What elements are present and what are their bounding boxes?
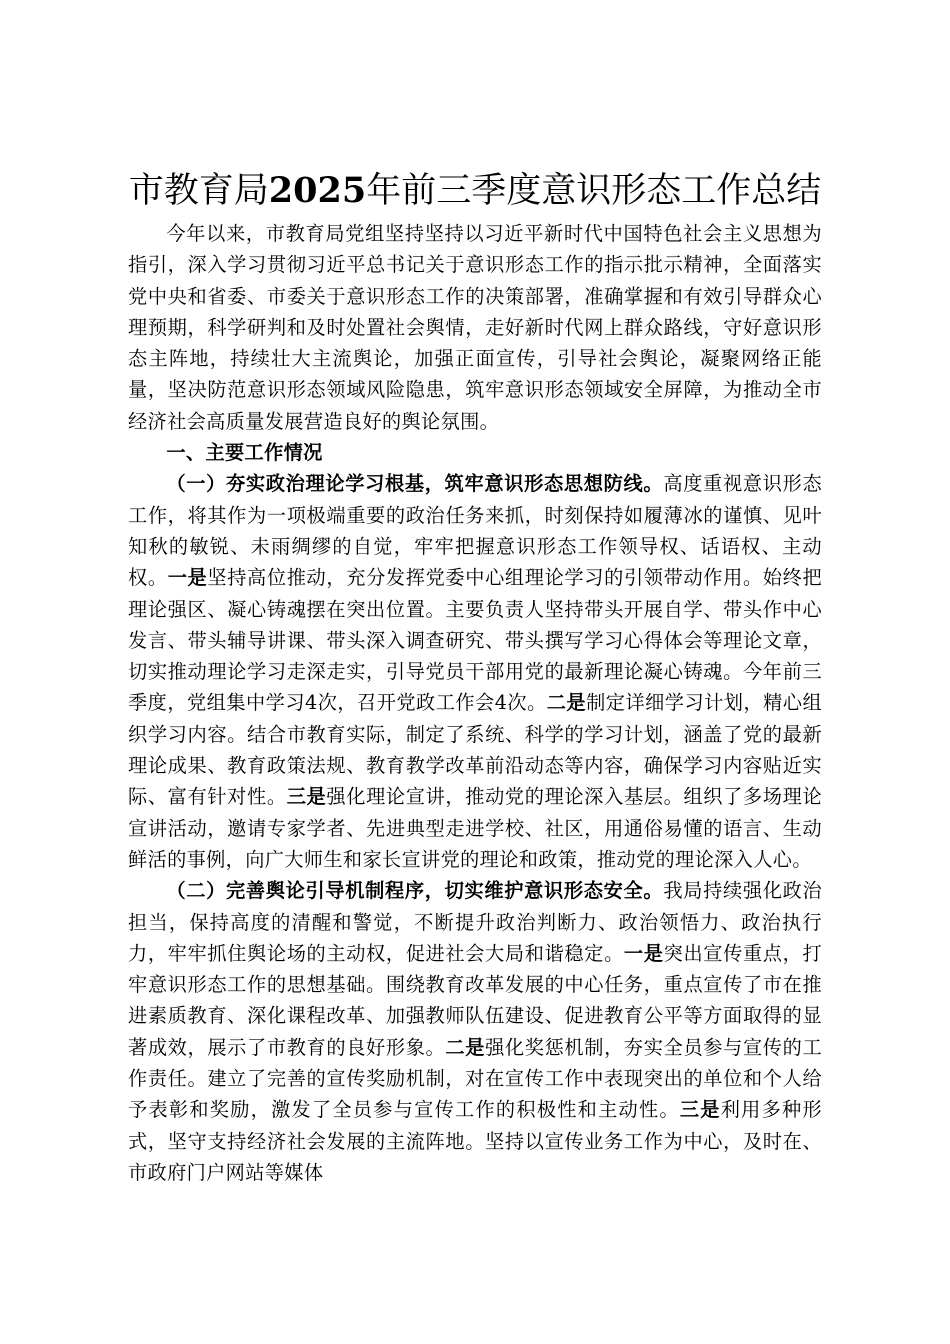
subsection-1-marker-1: 一是: [167, 566, 208, 590]
title-year: 2025: [268, 170, 367, 211]
section-heading-main-work: 一、主要工作情况: [166, 441, 323, 465]
subsection-2-heading: （二）完善舆论引导机制程序，切实维护意识形态安全。: [166, 879, 664, 903]
subsection-1-text-4: 强化理论宣讲，推动党的理论深入基层。组织了多场理论宣讲活动，邀请专家学者、先进典型走进学校、社区，用通俗易懂的语言、生动鲜活的事例，向广大师生和家长宣讲党的理论和政策，推动党的理论深入人心。: [128, 785, 823, 871]
subsection-1-text-3: 制定详细学习计划，精心组织学习内容。结合市教育实际，制定了系统、科学的学习计划，涵盖了党的最新理论成果、教育政策法规、教育教学改革前沿动态等内容，确保学习内容贴近实际、富有针对性。: [128, 691, 823, 809]
subsection-2-paragraph: [128, 875, 822, 1188]
subsection-2-text-4: 利用多种形式，坚守支持经济社会发展的主流阵地。坚持以宣传业务工作为中心，及时在、市政府门户网站等媒体: [128, 1098, 823, 1184]
subsection-1-marker-3: 三是: [286, 785, 327, 809]
title-suffix: 年前三季度意识形态工作总结: [366, 171, 822, 211]
subsection-1-text-1: 高度重视意识形态工作，将其作为一项极端重要的政治任务来抓，时刻保持如履薄冰的谨慎、见叶知秋的敏锐、未雨绸缪的自觉，牢牢把握意识形态工作领导权、话语权、主动权。: [128, 472, 822, 590]
intro-paragraph: 今年以来，市教育局党组坚持坚持以习近平新时代中国特色社会主义思想为指引，深入学习贯彻习近平总书记关于意识形态工作的指示批示精神，全面落实党中央和省委、市委关于意识形态工作的决策部署，准确掌握和有效引导群众心理预期，科学研判和及时处置社会舆情，走好新时代网上群众路线，守好意识形态主阵地，持续壮大主流舆论，加强正面宣传，引导社会舆论，凝聚网络正能量，坚决防范意识形态领域风险隐患，筑牢意识形态领域安全屏障，为推动全市经济社会高质量发展营造良好的舆论氛围。: [128, 222, 822, 433]
subsection-1-marker-2: 二是: [546, 691, 587, 715]
subsection-1-text-2: 坚持高位推动，充分发挥党委中心组理论学习的引领带动作用。始终把理论强区、凝心铸魂摆在突出位置。主要负责人坚持带头开展自学、带头作中心发言、带头辅导讲课、带头深入调查研究、带头撰写学习心得体会等理论文章，切实推动理论学习走深走实，引导党员干部用党的最新理论凝心铸魂。今年前三季度，党组集中学习4次，召开党政工作会4次。: [128, 566, 823, 715]
subsection-1-heading: （一）夯实政治理论学习根基，筑牢意识形态思想防线。: [166, 472, 664, 496]
subsection-2-marker-2: 二是: [445, 1035, 486, 1059]
subsection-1-paragraph: [128, 468, 822, 875]
subsection-2-text-2: 突出宣传重点，打牢意识形态工作的思想基础。围绕教育改革发展的中心任务，重点宣传了市在推进素质教育、深化课程改革、加强教师队伍建设、促进教育公平等方面取得的显著成效，展示了市教育的良好形象。: [128, 941, 823, 1059]
document-title: [128, 168, 822, 214]
subsection-2-marker-1: 一是: [623, 941, 664, 965]
subsection-2-text-1: 我局持续强化政治担当，保持高度的清醒和警觉，不断提升政治判断力、政治领悟力、政治执行力，牢牢抓住舆论场的主动权，促进社会大局和谐稳定。: [128, 879, 822, 965]
title-prefix: 市教育局: [128, 171, 269, 211]
subsection-2-text-3: 强化奖惩机制，夯实全员参与宣传的工作责任。建立了完善的宣传奖励机制，对在宣传工作中表现突出的单位和个人给予表彰和奖励，激发了全员参与宣传工作的积极性和主动性。: [128, 1035, 823, 1122]
subsection-2-marker-3: 三是: [679, 1098, 721, 1122]
